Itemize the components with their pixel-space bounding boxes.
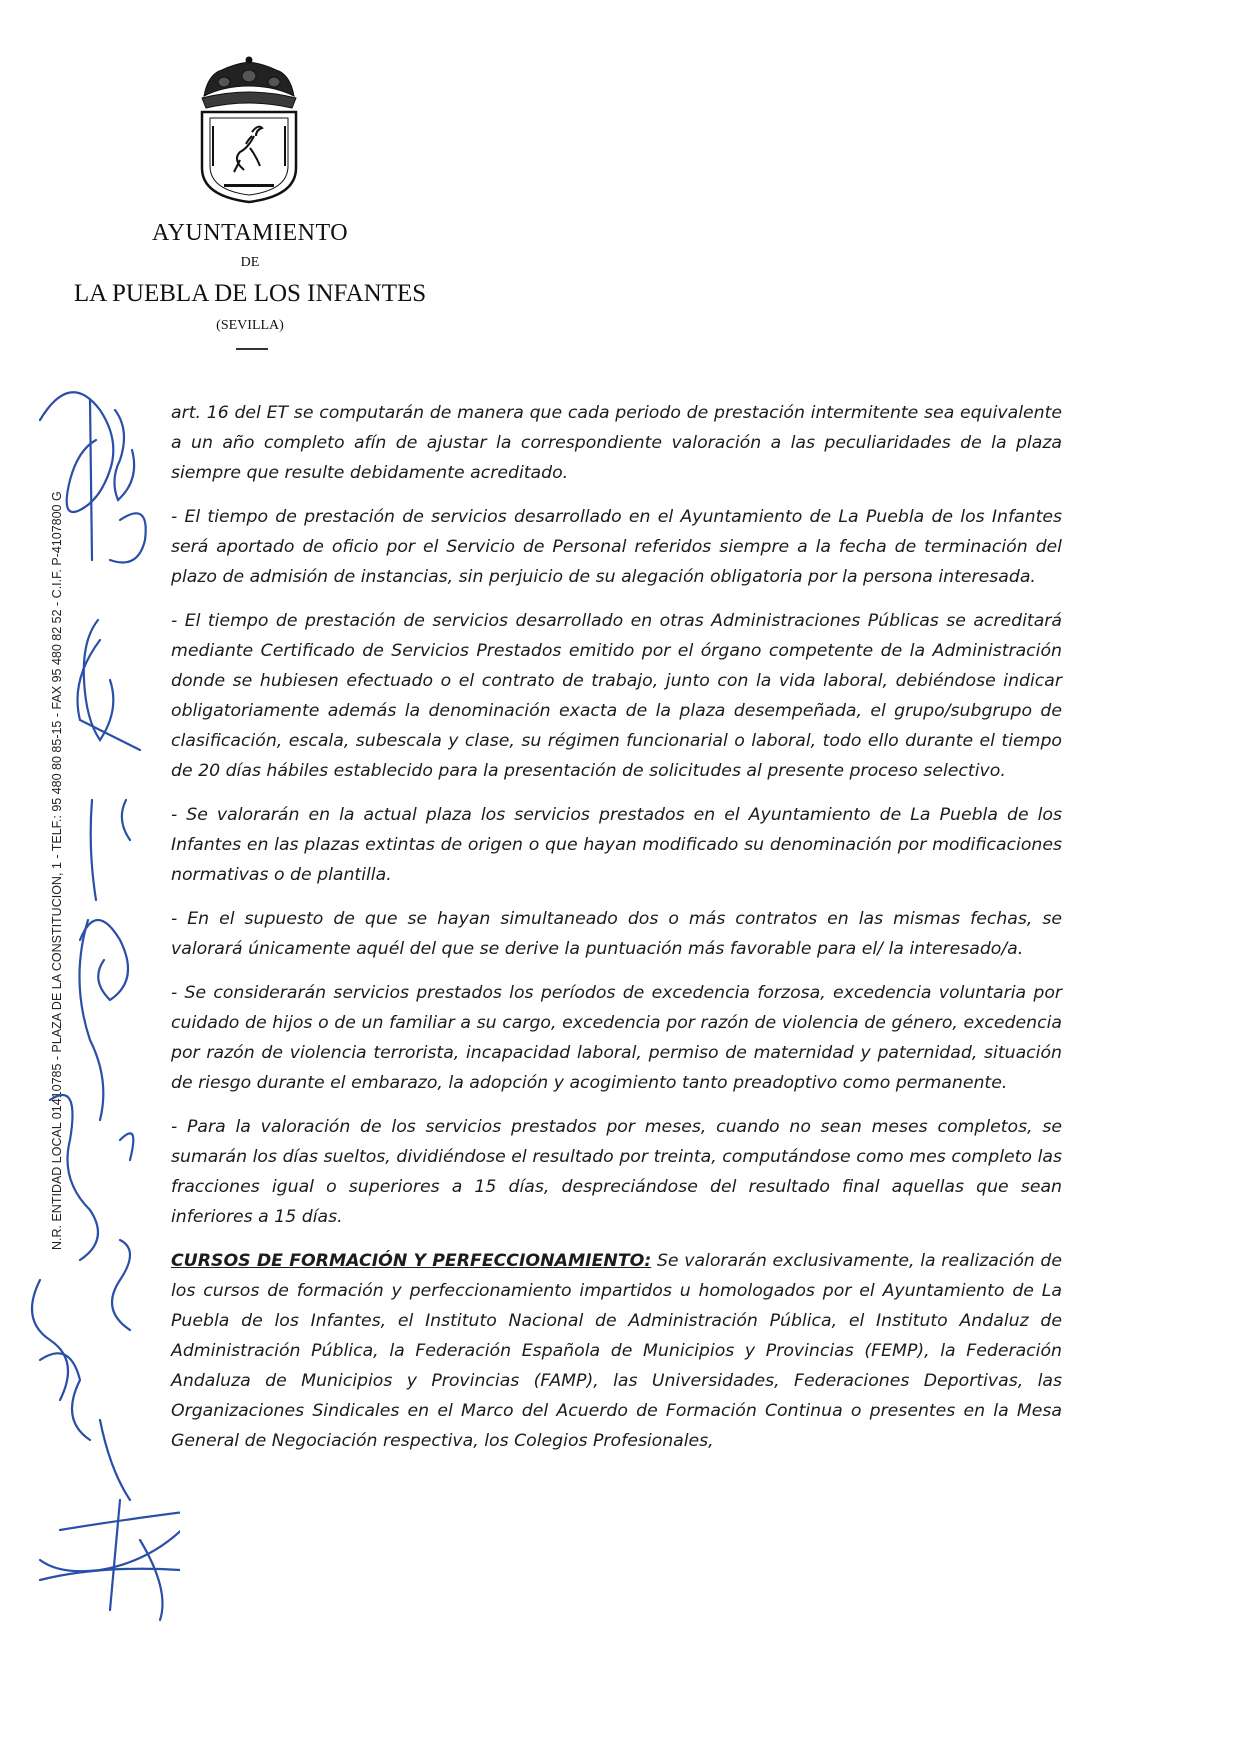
crown-icon (202, 57, 296, 108)
org-name: AYUNTAMIENTO (151, 220, 349, 246)
paragraph-courses (171, 1246, 1062, 1456)
signature-marks (0, 380, 180, 1660)
org-name-connector: DE (240, 255, 260, 270)
section-heading: CURSOS DE FORMACIÓN Y PERFECCIONAMIENTO: (171, 1251, 652, 1271)
paragraph: - Se considerarán servicios prestados los períodos de excedencia forzosa, excedencia voluntaria por cuidado de hijos o de un familiar a su cargo, excedencia por razón de violencia de género, excedencia por razón de violencia terrorista, incapacidad laboral, permiso de maternidad y paternidad, situación de riesgo durante el embarazo, la adopción y acogimiento tanto preadoptivo como permanente. (171, 983, 1062, 1093)
municipal-crest (194, 56, 304, 206)
paragraph: - Se valorarán en la actual plaza los servicios prestados en el Ayuntamiento de La Puebla de los Infantes en las plazas extintas de origen o que hayan modificado su denominación por modificaciones normativas o de plantilla. (171, 805, 1062, 885)
section-text: Se valorarán exclusivamente, la realización de los cursos de formación y perfeccionamiento impartidos u homologados por el Ayuntamiento de La Puebla de los Infantes, el Instituto Nacional de Administración Pública, el Instituto Andaluz de Administración Pública, la Federación Española de Municipios y Provincias (FEMP), la Federación Andaluza de Municipios y Provincias (FAMP), las Universidades, Federaciones Deportivas, las Organizaciones Sindicales en el Marco del Acuerdo de Formación Continua o presentes en la Mesa General de Negociación respectiva, los Colegios Profesionales, (171, 1251, 1063, 1451)
paragraph: - Para la valoración de los servicios prestados por meses, cuando no sean meses completos, se sumarán los días sueltos, dividiéndose el resultado por treinta, computándose como mes completo las fracciones igual o superiores a 15 días, despreciándose del resultado final aquellas que sean inferiores a 15 días. (171, 1117, 1062, 1227)
header-divider (236, 348, 268, 350)
paragraph: art. 16 del ET se computarán de manera que cada periodo de prestación intermitente sea equivalente a un año completo afín de ajustar la correspondiente valoración a las peculiaridades de la plaza siempre que resulte debidamente acreditado. (171, 403, 1062, 483)
shield-icon (202, 112, 296, 202)
paragraph: - El tiempo de prestación de servicios desarrollado en otras Administraciones Públicas se acreditará mediante Certificado de Servicios Prestados emitido por el órgano competente de la Administración donde se hubiesen efectuado o el contrato de trabajo, junto con la vida laboral, debiéndose indicar obligatoriamente además la denominación exacta de la plaza desempeñada, el grupo/subgrupo de clasificación, escala, subescala y clase, su régimen funcionarial o laboral, todo ello durante el tiempo de 20 días hábiles establecido para la presentación de solicitudes al presente proceso selectivo. (171, 611, 1062, 781)
paragraph: - En el supuesto de que se hayan simultaneado dos o más contratos en las mismas fechas, se valorará únicamente aquél del que se derive la puntuación más favorable para el/ la interesado/a. (171, 909, 1062, 959)
registry-margin-text: N.R. ENTIDAD LOCAL 01410785 - PLAZA DE LA CONSTITUCION, 1 - TELF.: 95 480 80 85-15 - FAX 95 480 82 52 - C.I.F. P-4107800 G (50, 491, 64, 1250)
paragraph: - El tiempo de prestación de servicios desarrollado en el Ayuntamiento de La Puebla de los Infantes será aportado de oficio por el Servicio de Personal referidos siempre a la fecha de terminación del plazo de admisión de instancias, sin perjuicio de su alegación obligatoria por la persona interesada. (171, 507, 1062, 587)
org-province: (SEVILLA) (216, 318, 284, 333)
org-town: LA PUEBLA DE LOS INFANTES (73, 280, 427, 307)
document-body (171, 398, 1062, 1470)
